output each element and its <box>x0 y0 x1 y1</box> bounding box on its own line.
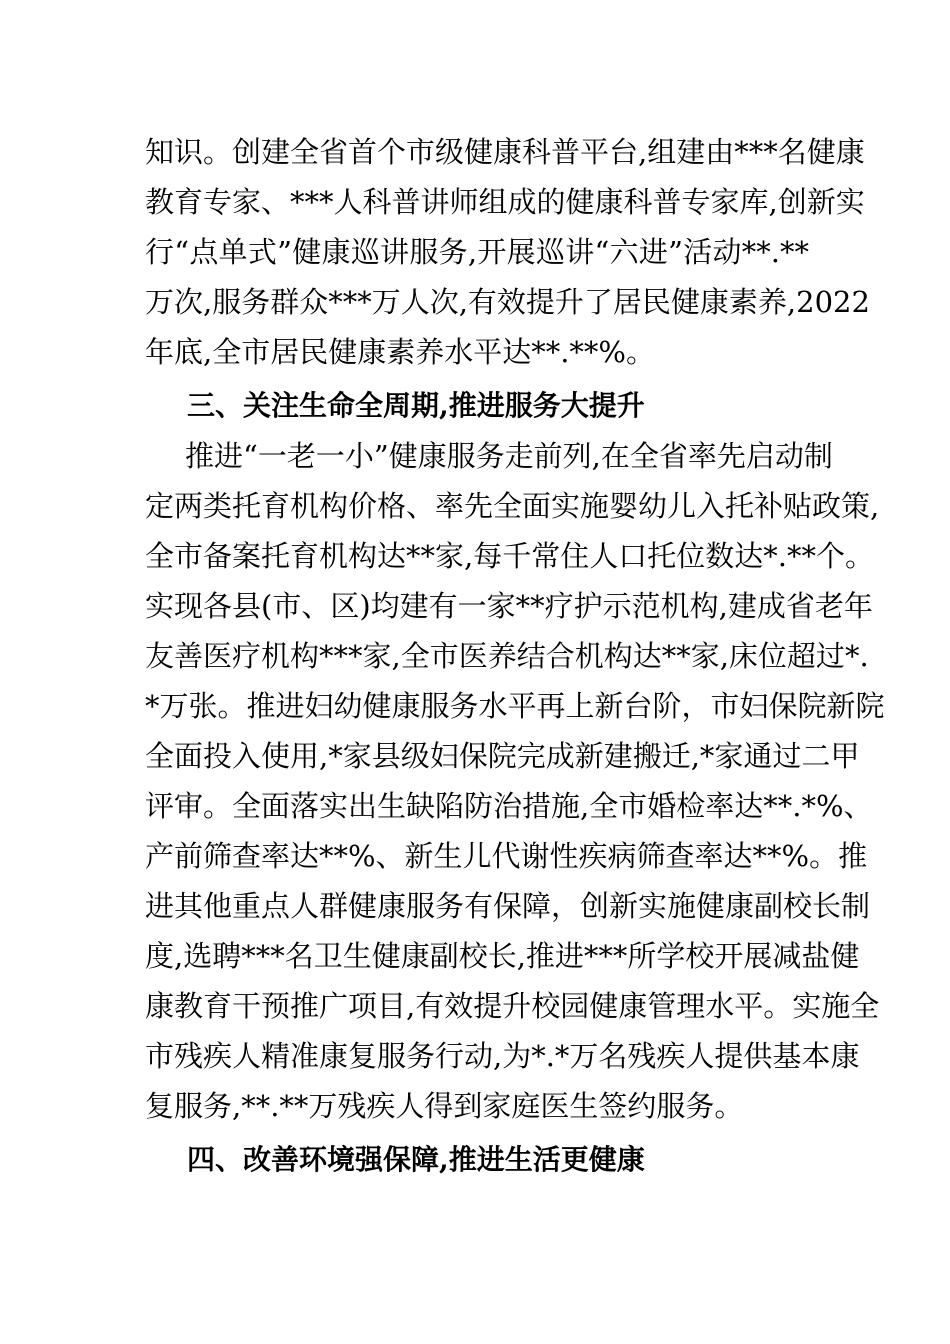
text-line: 全市备案托育机构达**家,每千常住人口托位数达*.**个。 <box>145 539 874 573</box>
text-line: 评审。全面落实出生缺陷防治措施,全市婚检率达**.*%、 <box>145 789 873 823</box>
text-line: 年底,全市居民健康素养水平达**.**%。 <box>145 335 655 369</box>
paragraph-knowledge <box>145 127 870 377</box>
text-line: 度,选聘***名卫生健康副校长,推进***所学校开展减盐健 <box>145 939 860 973</box>
text-line: 推进“一老一小”健康服务走前列,在全省率先启动制 <box>185 439 833 473</box>
text-line: 万次,服务群众***万人次,有效提升了居民健康素养,2022 <box>145 285 870 319</box>
text-line: 复服务,**.**万残疾人得到家庭医生签约服务。 <box>145 1089 744 1123</box>
text-line: 进其他重点人群健康服务有保障，创新实施健康副校长制 <box>145 889 871 923</box>
section-heading-4: 四、改善环境强保障,推进生活更健康 <box>187 1143 645 1176</box>
text-line: 定两类托育机构价格、率先全面实施婴幼儿入托补贴政策, <box>145 489 880 523</box>
text-line: 知识。创建全省首个市级健康科普平台,组建由***名健康 <box>145 135 865 169</box>
document-page <box>145 127 885 1185</box>
text-line: 产前筛查率达**%、新生儿代谢性疾病筛查率达**%。推 <box>145 839 868 873</box>
text-line: 市残疾人精准康复服务行动,为*.*万名残疾人提供基本康 <box>145 1039 860 1073</box>
section-heading-3: 三、关注生命全周期,推进服务大提升 <box>187 389 645 422</box>
paragraph-services <box>145 431 885 1131</box>
text-line: 全面投入使用,*家县级妇保院完成新建搬迁,*家通过二甲 <box>145 739 860 773</box>
text-line: 教育专家、***人科普讲师组成的健康科普专家库,创新实 <box>145 185 865 219</box>
text-line: 友善医疗机构***家,全市医养结合机构达**家,床位超过*. <box>145 639 869 673</box>
text-line: 康教育干预推广项目,有效提升校园健康管理水平。实施全 <box>145 989 880 1023</box>
text-line: *万张。推进妇幼健康服务水平再上新台阶，市妇保院新院 <box>145 689 885 723</box>
text-line: 行“点单式”健康巡讲服务,开展巡讲“六进”活动**.** <box>145 235 809 269</box>
text-line: 实现各县(市、区)均建有一家**疗护示范机构,建成省老年 <box>145 589 873 623</box>
